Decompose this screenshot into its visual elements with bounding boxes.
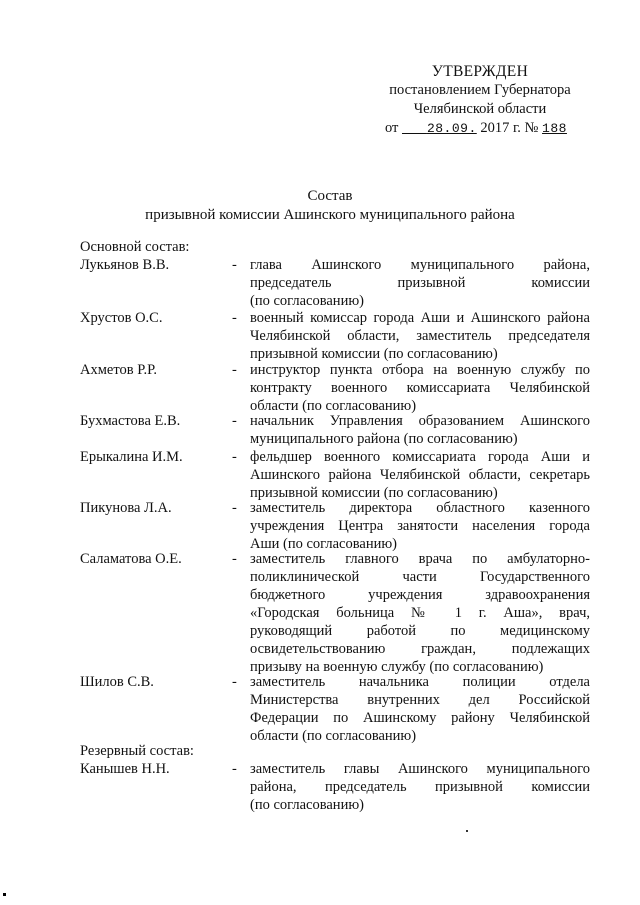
- reserve-section-heading: Резервный состав:: [80, 743, 194, 759]
- approval-stamp: [370, 62, 590, 138]
- member-description: [250, 361, 590, 415]
- description-line: Аши (по согласованию): [250, 536, 398, 552]
- description-line: «Городская больница № 1 г. Аша», врач,: [250, 605, 590, 621]
- member-dash: -: [232, 551, 237, 567]
- title-line-1: Состав: [307, 188, 353, 204]
- member-description: [250, 412, 590, 448]
- member-name: Лукьянов В.В.: [80, 257, 170, 273]
- member-name: Ахметов Р.Р.: [80, 362, 157, 378]
- description-line: поликлинической части Государственного: [250, 569, 590, 585]
- member-name: Ерыкалина И.М.: [80, 449, 183, 465]
- approval-line-1: постановлением Губернатора: [389, 82, 571, 98]
- description-line: начальник Управления образованием Ашинского: [250, 413, 590, 429]
- approval-heading: УТВЕРЖДЕН: [431, 63, 529, 80]
- description-line: заместитель главного врача по амбулаторно-: [250, 551, 590, 567]
- member-description: [250, 550, 590, 676]
- document-title: [0, 187, 640, 225]
- description-line: района, председатель призывной комиссии: [250, 779, 590, 795]
- description-line: заместитель главы Ашинского муниципального: [250, 761, 590, 777]
- description-line: области (по согласованию): [250, 728, 417, 744]
- member-description: [250, 499, 590, 553]
- description-line: области (по согласованию): [250, 398, 417, 414]
- approval-number: 188: [542, 121, 567, 136]
- approval-year: 2017 г. №: [480, 120, 539, 136]
- approval-line-2: Челябинской области: [413, 101, 547, 117]
- description-line: контракту военного комиссариата Челябинской: [250, 380, 590, 396]
- description-line: фельдшер военного комиссариата города Аши и: [250, 449, 590, 465]
- member-description: [250, 760, 590, 814]
- member-description: [250, 448, 590, 502]
- description-line: (по согласованию): [250, 293, 364, 309]
- approval-date: 28.09.: [426, 121, 477, 136]
- description-line: учреждения Центра занятости населения города: [250, 518, 590, 534]
- description-line: призывной комиссии (по согласованию): [250, 485, 498, 501]
- description-line: (по согласованию): [250, 797, 364, 813]
- member-dash: -: [232, 257, 237, 273]
- title-line-2: призывной комиссии Ашинского муниципального района: [145, 207, 515, 223]
- member-dash: -: [232, 413, 237, 429]
- member-dash: -: [232, 449, 237, 465]
- description-line: бюджетного учреждения здравоохранения: [250, 587, 590, 603]
- description-line: освидетельствованию граждан, подлежащих: [250, 641, 590, 657]
- member-name: Пикунова Л.А.: [80, 500, 172, 516]
- member-dash: -: [232, 310, 237, 326]
- date-pre-blank: ___: [402, 121, 427, 136]
- approval-dateline: [370, 119, 590, 138]
- member-dash: -: [232, 362, 237, 378]
- description-line: призывной комиссии (по согласованию): [250, 346, 498, 362]
- description-line: инструктор пункта отбора на военную службу по: [250, 362, 590, 378]
- description-line: руководящий работой по медицинскому: [250, 623, 590, 639]
- member-description: [250, 309, 590, 363]
- member-description: [250, 256, 590, 310]
- member-description: [250, 673, 590, 745]
- description-line: Ашинского района Челябинской области, секретарь: [250, 467, 590, 483]
- member-dash: -: [232, 500, 237, 516]
- description-line: заместитель директора областного казенного: [250, 500, 590, 516]
- member-dash: -: [232, 674, 237, 690]
- description-line: председатель призывной комиссии: [250, 275, 590, 291]
- description-line: заместитель начальника полиции отдела: [250, 674, 590, 690]
- description-line: военный комиссар города Аши и Ашинского района: [250, 310, 590, 326]
- member-dash: -: [232, 761, 237, 777]
- member-name: Саламатова О.Е.: [80, 551, 182, 567]
- member-name: Канышев Н.Н.: [80, 761, 170, 777]
- date-prefix: от: [385, 120, 399, 136]
- description-line: глава Ашинского муниципального района,: [250, 257, 590, 273]
- member-name: Хрустов О.С.: [80, 310, 163, 326]
- main-section-heading: Основной состав:: [80, 239, 190, 255]
- description-line: Федерации по Ашинскому району Челябинской: [250, 710, 590, 726]
- scan-speck: [466, 830, 468, 832]
- description-line: Челябинской области, заместитель председателя: [250, 328, 590, 344]
- scan-speck: [3, 893, 6, 896]
- description-line: призыву на военную службу (по согласованию): [250, 659, 544, 675]
- description-line: муниципального района (по согласованию): [250, 431, 518, 447]
- description-line: Министерства внутренних дел Российской: [250, 692, 590, 708]
- member-name: Шилов С.В.: [80, 674, 154, 690]
- member-name: Бухмастова Е.В.: [80, 413, 181, 429]
